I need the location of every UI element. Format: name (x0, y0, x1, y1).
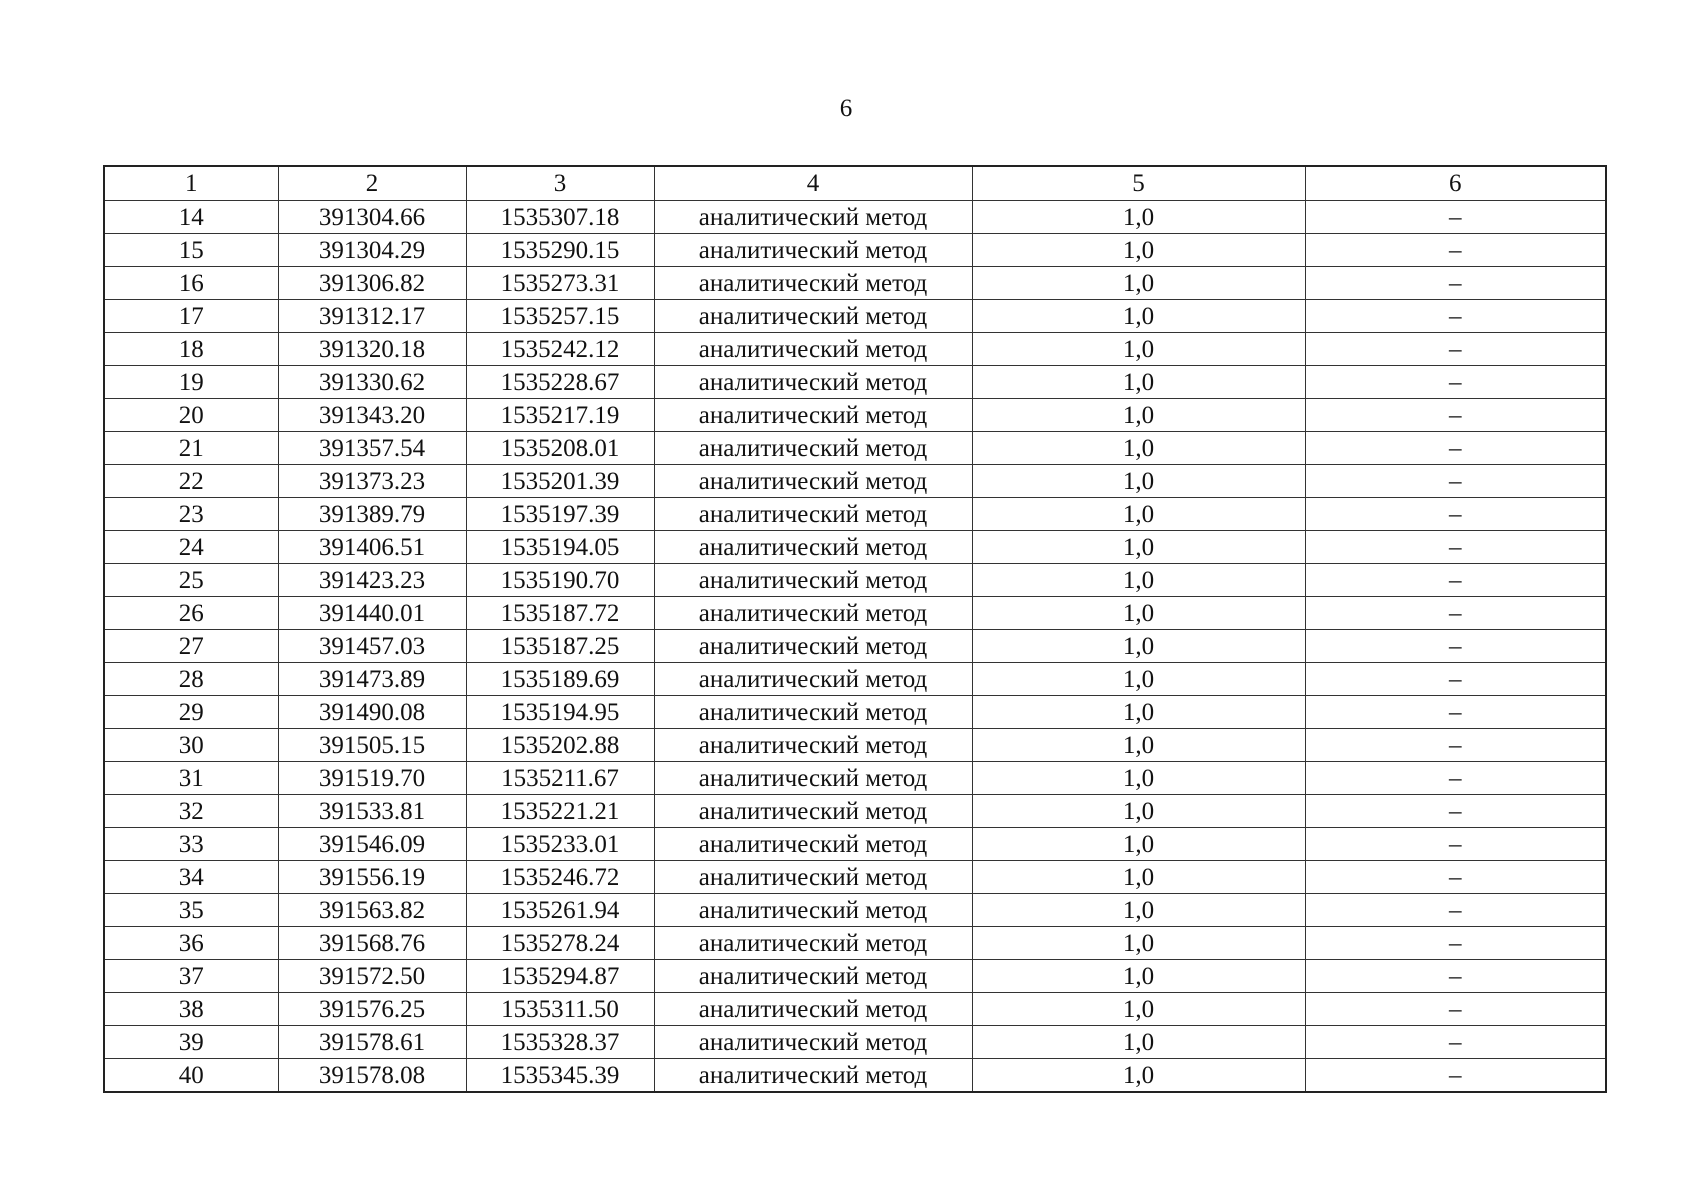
accuracy-cell: 1,0 (972, 332, 1305, 365)
y-coordinate-cell: 1535194.05 (466, 530, 654, 563)
y-coordinate-cell: 1535197.39 (466, 497, 654, 530)
note-cell: – (1305, 959, 1606, 992)
table-header-row (104, 166, 1606, 200)
accuracy-cell: 1,0 (972, 695, 1305, 728)
x-coordinate-cell: 391490.08 (278, 695, 466, 728)
point-number-cell: 28 (104, 662, 278, 695)
point-number-cell: 14 (104, 200, 278, 233)
accuracy-cell: 1,0 (972, 497, 1305, 530)
y-coordinate-cell: 1535278.24 (466, 926, 654, 959)
x-coordinate-cell: 391389.79 (278, 497, 466, 530)
point-number-cell: 35 (104, 893, 278, 926)
table-row (104, 200, 1606, 233)
table-row (104, 332, 1606, 365)
page-number: 6 (839, 95, 853, 122)
point-number-cell: 37 (104, 959, 278, 992)
y-coordinate-cell: 1535211.67 (466, 761, 654, 794)
accuracy-cell: 1,0 (972, 398, 1305, 431)
x-coordinate-cell: 391572.50 (278, 959, 466, 992)
table-row (104, 464, 1606, 497)
table-row (104, 266, 1606, 299)
accuracy-cell: 1,0 (972, 1058, 1305, 1092)
y-coordinate-cell: 1535187.25 (466, 629, 654, 662)
x-coordinate-cell: 391563.82 (278, 893, 466, 926)
y-coordinate-cell: 1535228.67 (466, 365, 654, 398)
point-number-cell: 27 (104, 629, 278, 662)
method-cell: аналитический метод (654, 926, 972, 959)
table-row (104, 695, 1606, 728)
table-row (104, 497, 1606, 530)
point-number-cell: 34 (104, 860, 278, 893)
x-coordinate-cell: 391304.66 (278, 200, 466, 233)
method-cell: аналитический метод (654, 629, 972, 662)
accuracy-cell: 1,0 (972, 662, 1305, 695)
table-row (104, 563, 1606, 596)
x-coordinate-cell: 391306.82 (278, 266, 466, 299)
accuracy-cell: 1,0 (972, 266, 1305, 299)
accuracy-cell: 1,0 (972, 827, 1305, 860)
point-number-cell: 21 (104, 431, 278, 464)
point-number-cell: 16 (104, 266, 278, 299)
y-coordinate-cell: 1535201.39 (466, 464, 654, 497)
method-cell: аналитический метод (654, 563, 972, 596)
note-cell: – (1305, 365, 1606, 398)
accuracy-cell: 1,0 (972, 200, 1305, 233)
y-coordinate-cell: 1535242.12 (466, 332, 654, 365)
y-coordinate-cell: 1535290.15 (466, 233, 654, 266)
method-cell: аналитический метод (654, 695, 972, 728)
method-cell: аналитический метод (654, 761, 972, 794)
column-header: 5 (972, 166, 1305, 200)
x-coordinate-cell: 391578.61 (278, 1025, 466, 1058)
note-cell: – (1305, 926, 1606, 959)
method-cell: аналитический метод (654, 596, 972, 629)
method-cell: аналитический метод (654, 398, 972, 431)
note-cell: – (1305, 893, 1606, 926)
method-cell: аналитический метод (654, 365, 972, 398)
accuracy-cell: 1,0 (972, 563, 1305, 596)
column-header: 1 (104, 166, 278, 200)
table-row (104, 398, 1606, 431)
note-cell: – (1305, 1058, 1606, 1092)
note-cell: – (1305, 266, 1606, 299)
accuracy-cell: 1,0 (972, 431, 1305, 464)
x-coordinate-cell: 391406.51 (278, 530, 466, 563)
point-number-cell: 40 (104, 1058, 278, 1092)
note-cell: – (1305, 629, 1606, 662)
method-cell: аналитический метод (654, 992, 972, 1025)
table-row (104, 596, 1606, 629)
point-number-cell: 39 (104, 1025, 278, 1058)
x-coordinate-cell: 391505.15 (278, 728, 466, 761)
accuracy-cell: 1,0 (972, 530, 1305, 563)
table-row (104, 662, 1606, 695)
table-row (104, 893, 1606, 926)
point-number-cell: 29 (104, 695, 278, 728)
x-coordinate-cell: 391473.89 (278, 662, 466, 695)
note-cell: – (1305, 827, 1606, 860)
point-number-cell: 15 (104, 233, 278, 266)
x-coordinate-cell: 391312.17 (278, 299, 466, 332)
table-row (104, 959, 1606, 992)
point-number-cell: 17 (104, 299, 278, 332)
table-row (104, 761, 1606, 794)
table-row (104, 926, 1606, 959)
y-coordinate-cell: 1535190.70 (466, 563, 654, 596)
method-cell: аналитический метод (654, 464, 972, 497)
note-cell: – (1305, 563, 1606, 596)
accuracy-cell: 1,0 (972, 992, 1305, 1025)
table-row (104, 629, 1606, 662)
method-cell: аналитический метод (654, 728, 972, 761)
y-coordinate-cell: 1535257.15 (466, 299, 654, 332)
method-cell: аналитический метод (654, 332, 972, 365)
y-coordinate-cell: 1535311.50 (466, 992, 654, 1025)
note-cell: – (1305, 464, 1606, 497)
table-row (104, 728, 1606, 761)
x-coordinate-cell: 391330.62 (278, 365, 466, 398)
accuracy-cell: 1,0 (972, 860, 1305, 893)
method-cell: аналитический метод (654, 662, 972, 695)
note-cell: – (1305, 596, 1606, 629)
accuracy-cell: 1,0 (972, 959, 1305, 992)
table-row (104, 1025, 1606, 1058)
note-cell: – (1305, 695, 1606, 728)
method-cell: аналитический метод (654, 827, 972, 860)
point-number-cell: 22 (104, 464, 278, 497)
y-coordinate-cell: 1535202.88 (466, 728, 654, 761)
y-coordinate-cell: 1535208.01 (466, 431, 654, 464)
point-number-cell: 36 (104, 926, 278, 959)
note-cell: – (1305, 794, 1606, 827)
point-number-cell: 19 (104, 365, 278, 398)
table-row (104, 794, 1606, 827)
y-coordinate-cell: 1535217.19 (466, 398, 654, 431)
note-cell: – (1305, 728, 1606, 761)
x-coordinate-cell: 391357.54 (278, 431, 466, 464)
coordinates-table (103, 165, 1607, 1093)
x-coordinate-cell: 391440.01 (278, 596, 466, 629)
x-coordinate-cell: 391457.03 (278, 629, 466, 662)
y-coordinate-cell: 1535328.37 (466, 1025, 654, 1058)
method-cell: аналитический метод (654, 497, 972, 530)
table-row (104, 233, 1606, 266)
y-coordinate-cell: 1535221.21 (466, 794, 654, 827)
point-number-cell: 20 (104, 398, 278, 431)
accuracy-cell: 1,0 (972, 926, 1305, 959)
method-cell: аналитический метод (654, 299, 972, 332)
table-row (104, 431, 1606, 464)
note-cell: – (1305, 200, 1606, 233)
note-cell: – (1305, 530, 1606, 563)
y-coordinate-cell: 1535194.95 (466, 695, 654, 728)
table-row (104, 827, 1606, 860)
note-cell: – (1305, 497, 1606, 530)
table-row (104, 299, 1606, 332)
note-cell: – (1305, 431, 1606, 464)
point-number-cell: 33 (104, 827, 278, 860)
method-cell: аналитический метод (654, 1058, 972, 1092)
method-cell: аналитический метод (654, 530, 972, 563)
y-coordinate-cell: 1535189.69 (466, 662, 654, 695)
point-number-cell: 24 (104, 530, 278, 563)
column-header: 6 (1305, 166, 1606, 200)
y-coordinate-cell: 1535307.18 (466, 200, 654, 233)
note-cell: – (1305, 992, 1606, 1025)
accuracy-cell: 1,0 (972, 1025, 1305, 1058)
x-coordinate-cell: 391304.29 (278, 233, 466, 266)
method-cell: аналитический метод (654, 233, 972, 266)
column-header: 3 (466, 166, 654, 200)
note-cell: – (1305, 332, 1606, 365)
x-coordinate-cell: 391373.23 (278, 464, 466, 497)
x-coordinate-cell: 391556.19 (278, 860, 466, 893)
note-cell: – (1305, 662, 1606, 695)
x-coordinate-cell: 391568.76 (278, 926, 466, 959)
x-coordinate-cell: 391423.23 (278, 563, 466, 596)
table-row (104, 1058, 1606, 1092)
accuracy-cell: 1,0 (972, 596, 1305, 629)
x-coordinate-cell: 391533.81 (278, 794, 466, 827)
accuracy-cell: 1,0 (972, 365, 1305, 398)
point-number-cell: 32 (104, 794, 278, 827)
point-number-cell: 31 (104, 761, 278, 794)
y-coordinate-cell: 1535261.94 (466, 893, 654, 926)
method-cell: аналитический метод (654, 266, 972, 299)
column-header: 4 (654, 166, 972, 200)
accuracy-cell: 1,0 (972, 728, 1305, 761)
accuracy-cell: 1,0 (972, 761, 1305, 794)
method-cell: аналитический метод (654, 431, 972, 464)
accuracy-cell: 1,0 (972, 893, 1305, 926)
table-row (104, 860, 1606, 893)
x-coordinate-cell: 391546.09 (278, 827, 466, 860)
y-coordinate-cell: 1535345.39 (466, 1058, 654, 1092)
x-coordinate-cell: 391343.20 (278, 398, 466, 431)
x-coordinate-cell: 391519.70 (278, 761, 466, 794)
point-number-cell: 25 (104, 563, 278, 596)
method-cell: аналитический метод (654, 200, 972, 233)
note-cell: – (1305, 233, 1606, 266)
point-number-cell: 38 (104, 992, 278, 1025)
point-number-cell: 23 (104, 497, 278, 530)
x-coordinate-cell: 391576.25 (278, 992, 466, 1025)
note-cell: – (1305, 761, 1606, 794)
table-row (104, 365, 1606, 398)
note-cell: – (1305, 860, 1606, 893)
table-row (104, 992, 1606, 1025)
method-cell: аналитический метод (654, 794, 972, 827)
x-coordinate-cell: 391578.08 (278, 1058, 466, 1092)
accuracy-cell: 1,0 (972, 794, 1305, 827)
y-coordinate-cell: 1535246.72 (466, 860, 654, 893)
table-row (104, 530, 1606, 563)
note-cell: – (1305, 299, 1606, 332)
accuracy-cell: 1,0 (972, 629, 1305, 662)
accuracy-cell: 1,0 (972, 464, 1305, 497)
note-cell: – (1305, 398, 1606, 431)
point-number-cell: 30 (104, 728, 278, 761)
y-coordinate-cell: 1535233.01 (466, 827, 654, 860)
method-cell: аналитический метод (654, 1025, 972, 1058)
column-header: 2 (278, 166, 466, 200)
y-coordinate-cell: 1535187.72 (466, 596, 654, 629)
method-cell: аналитический метод (654, 959, 972, 992)
point-number-cell: 18 (104, 332, 278, 365)
method-cell: аналитический метод (654, 893, 972, 926)
accuracy-cell: 1,0 (972, 233, 1305, 266)
y-coordinate-cell: 1535273.31 (466, 266, 654, 299)
method-cell: аналитический метод (654, 860, 972, 893)
y-coordinate-cell: 1535294.87 (466, 959, 654, 992)
point-number-cell: 26 (104, 596, 278, 629)
accuracy-cell: 1,0 (972, 299, 1305, 332)
x-coordinate-cell: 391320.18 (278, 332, 466, 365)
note-cell: – (1305, 1025, 1606, 1058)
